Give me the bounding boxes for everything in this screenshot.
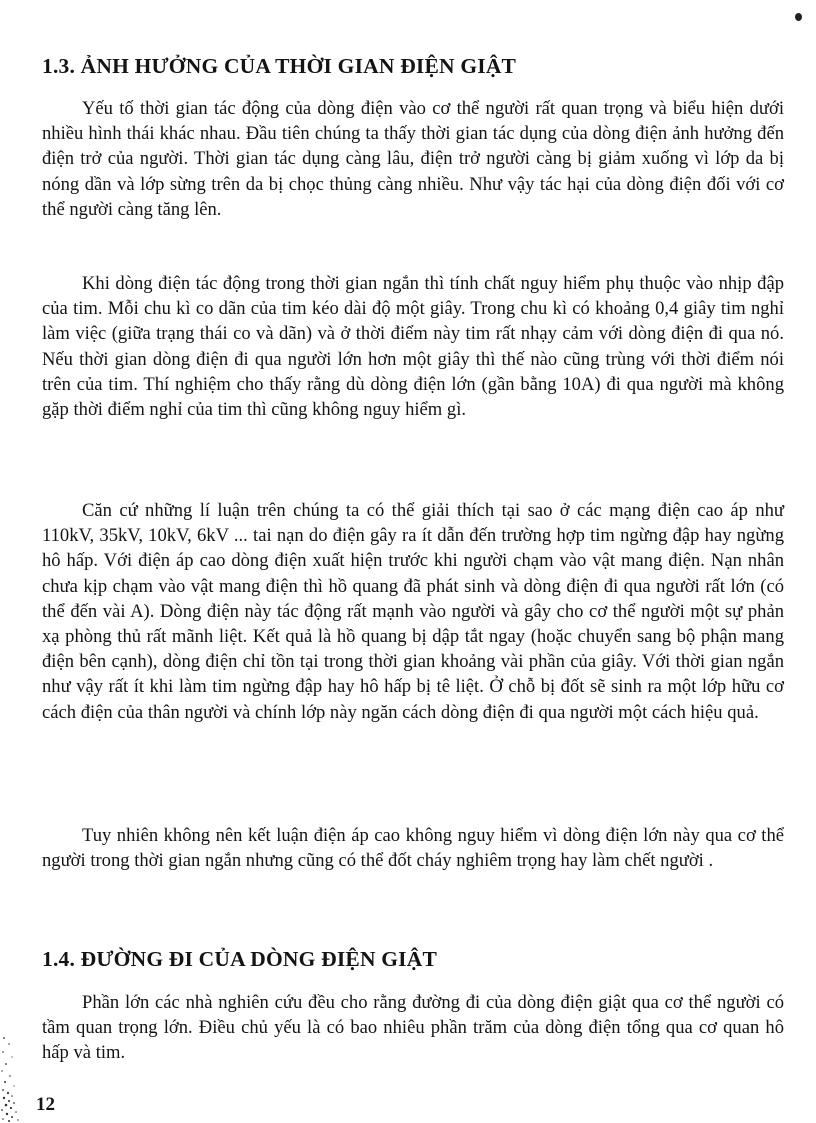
scan-speck xyxy=(795,13,802,21)
scan-noise xyxy=(0,1030,30,1123)
section-heading-1-3: 1.3. ẢNH HƯỞNG CỦA THỜI GIAN ĐIỆN GIẬT xyxy=(42,54,517,78)
paragraph: Tuy nhiên không nên kết luận điện áp cao không nguy hiểm vì dòng điện lớn này qua cơ thể người trong thời gian ngắn nhưng cũng có thể đốt cháy nghiêm trọng hay làm chết người . xyxy=(42,825,784,872)
section-heading-1-4: 1.4. ĐƯỜNG ĐI CỦA DÒNG ĐIỆN GIẬT xyxy=(42,947,438,971)
paragraph: Khi dòng điện tác động trong thời gian ngắn thì tính chất nguy hiểm phụ thuộc vào nhịp đập của tim. Mỗi chu kì co dãn của tim kéo dài độ một giây. Trong chu kì có khoảng 0,4 giây tim nghỉ làm việc (giữa trạng thái co và dãn) và ở thời điểm này tim rất nhạy cảm với dòng điện đi qua nó. Nếu thời gian dòng điện đi qua người lớn hơn một giây thì thế nào cũng trùng với thời điểm nói trên của tim. Thí nghiệm cho thấy rằng dù dòng điện lớn (gần bằng 10A) đi qua người mà không gặp thời điểm nghỉ của tim thì cũng không nguy hiểm gì. xyxy=(42,273,784,421)
paragraph: Yếu tố thời gian tác động của dòng điện vào cơ thể người rất quan trọng và biểu hiện dưới nhiều hình thái khác nhau. Đầu tiên chúng ta thấy thời gian tác dụng của dòng điện ảnh hưởng đến điện trở của người. Thời gian tác dụng càng lâu, điện trở người càng bị giảm xuống vì lớp da bị nóng dần và lớp sừng trên da bị chọc thủng càng nhiều. Như vậy tác hại của dòng điện đối với cơ thể người càng tăng lên. xyxy=(42,98,784,220)
paragraph: Phần lớn các nhà nghiên cứu đều cho rằng đường đi của dòng điện giật qua cơ thể người có tầm quan trọng lớn. Điều chủ yếu là có bao nhiêu phần trăm của dòng điện tổng qua cơ quan hô hấp và tim. xyxy=(42,992,784,1064)
paragraph: Căn cứ những lí luận trên chúng ta có thể giải thích tại sao ở các mạng điện cao áp như 110kV, 35kV, 10kV, 6kV ... tai nạn do điện gây ra ít dẫn đến trường hợp tim ngừng đập hay ngừng hô hấp. Với điện áp cao dòng điện xuất hiện trước khi người chạm vào vật mang điện. Nạn nhân chưa kịp chạm vào vật mang điện thì hồ quang đã phát sinh và dòng điện đi qua người rất lớn (có thể đến vài A). Dòng điện này tác động rất mạnh vào người và gây cho cơ thể người một sự phản xạ phòng thủ rất mãnh liệt. Kết quả là hồ quang bị dập tắt ngay (hoặc chuyển sang bộ phận mang điện bên cạnh), dòng điện chỉ tồn tại trong thời gian khoảng vài phần của giây. Với thời gian ngắn như vậy rất ít khi làm tim ngừng đập hay hô hấp bị tê liệt. Ở chỗ bị đốt sẽ sinh ra một lớp hữu cơ cách điện của thân người và chính lớp này ngăn cách dòng điện đi qua người một cách hiệu quả. xyxy=(42,500,784,723)
page-number: 12 xyxy=(36,1094,55,1115)
